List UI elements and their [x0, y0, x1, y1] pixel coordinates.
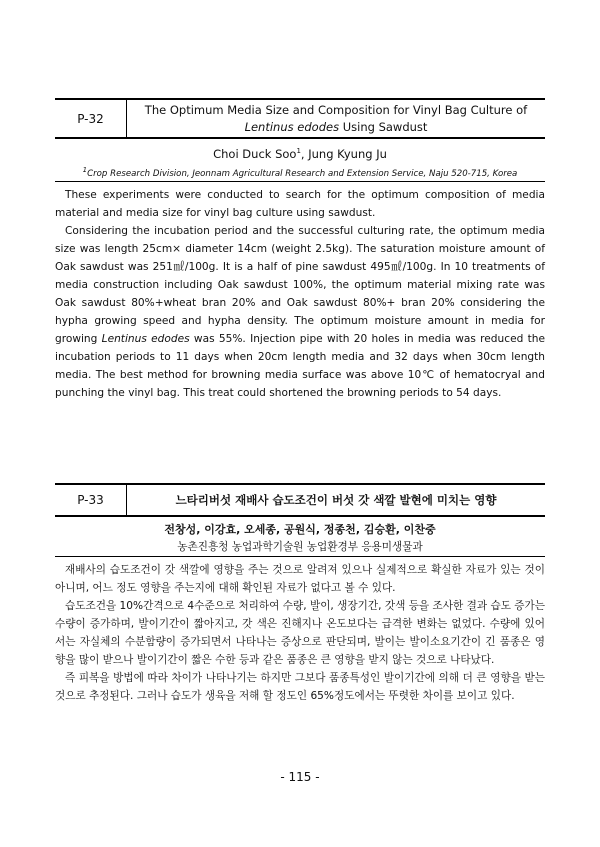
p33-para1: 재배사의 습도조건이 갓 색깔에 영향을 주는 것으로 알려져 있으나 실제적으로 확실한 자료가 있는 것이 아니며, 어느 정도 영향을 주는지에 대해 확인된 자료가 없다고 볼 수 있다.: [55, 564, 545, 594]
p32-title-line1: The Optimum Media Size and Composition for Vinyl Bag Culture of: [144, 102, 528, 117]
p33-abstract: [55, 561, 545, 705]
p32-abstract: [55, 186, 545, 402]
page-number: - 115 -: [280, 770, 320, 784]
p32-para2-species: Lentinus edodes: [101, 333, 190, 345]
p32-title-line2: [245, 119, 428, 136]
p33-header: [55, 483, 545, 517]
p33-para3: 즉 피복을 방법에 따라 차이가 나타나기는 하지만 그보다 품종특성인 발이기간에 의해 더 큰 영향을 받는 것으로 추정된다. 그러나 습도가 생육을 저해 할 정도인 65%정도에서는 뚜렷한 차이를 보이고 있다.: [55, 672, 545, 702]
p32-affil-sup: 1: [82, 166, 88, 174]
p33-code: P-33: [55, 485, 127, 515]
p32-code: P-32: [55, 100, 127, 137]
p32-header: [55, 98, 545, 139]
p32-title-tail: Using Sawdust: [339, 119, 428, 134]
p32-author1: Choi Duck Soo: [213, 147, 297, 161]
p32-para2: [55, 222, 545, 402]
p32-authors: [55, 147, 545, 161]
p32-affiliation-line: [55, 166, 545, 182]
p32-affiliation: Crop Research Division, Jeonnam Agricultural Research and Extension Service, Naju 520-715, Korea: [87, 168, 518, 179]
p32-title-species: Lentinus edodes: [244, 119, 340, 134]
p32-title: [127, 100, 545, 137]
p32-author1-sup: 1: [296, 147, 301, 156]
p33-title: 느타리버섯 재배사 습도조건이 버섯 갓 색깔 발현에 미치는 영향: [175, 492, 497, 507]
p32-para2-a: Considering the incubation period and the successful culturing rate, the optimum media size was length 25cm× diameter 14cm (weight 2.5kg). The saturation moisture amount of Oak sawdust was 251㎖/100g. It is a half of pine sawdust 495㎖/100g. In 10 treatments of media construction including Oak sawdust 100%, the optimum material mixing rate was Oak sawdust 80%+wheat bran 20% and Oak sawdust 80%+ bran 20% considering the hypha growing speed and hypha density. The optimum moisture amount in media for growing: [55, 225, 545, 345]
p32-para2-b: was 55%. Injection pipe with 20 holes in media was reduced the incubation periods to 11 days when 20cm length media and 32 days when 30cm length media. The best method for browning media surface was above 10℃ of hematocryal and punching the vinyl bag. This treat could shortened the browning periods to 54 days.: [55, 333, 545, 399]
p33-authors: 전창성, 이강효, 오세종, 공원식, 정종천, 김승환, 이찬중: [164, 523, 436, 536]
p33-para2: 습도조건을 10%간격으로 4수준으로 처리하여 수량, 발이, 생장기간, 갓색 등을 조사한 결과 습도 증가는 수량이 증가하며, 발이기간이 짧아지고, 갓 색은 진해지나 온도보다는 급격한 변화는 없었다. 수량에 있어서는 자실체의 수분함량이 증가되면서 나타나는 증상으로 판단되며, 발이는 발이소요기간이 긴 품종은 영향을 많이 받으나 발이기간이 짧은 수한 등과 같은 품종은 큰 영향을 받지 않는 것으로 나타났다.: [55, 600, 545, 666]
p32-para1: These experiments were conducted to search for the optimum composition of media material and media size for vinyl bag culture using sawdust.: [55, 189, 545, 219]
p33-affiliation: 농촌진흥청 농업과학기술원 농업환경부 응용미생물과: [55, 539, 545, 557]
p32-author2: , Jung Kyung Ju: [300, 147, 387, 161]
